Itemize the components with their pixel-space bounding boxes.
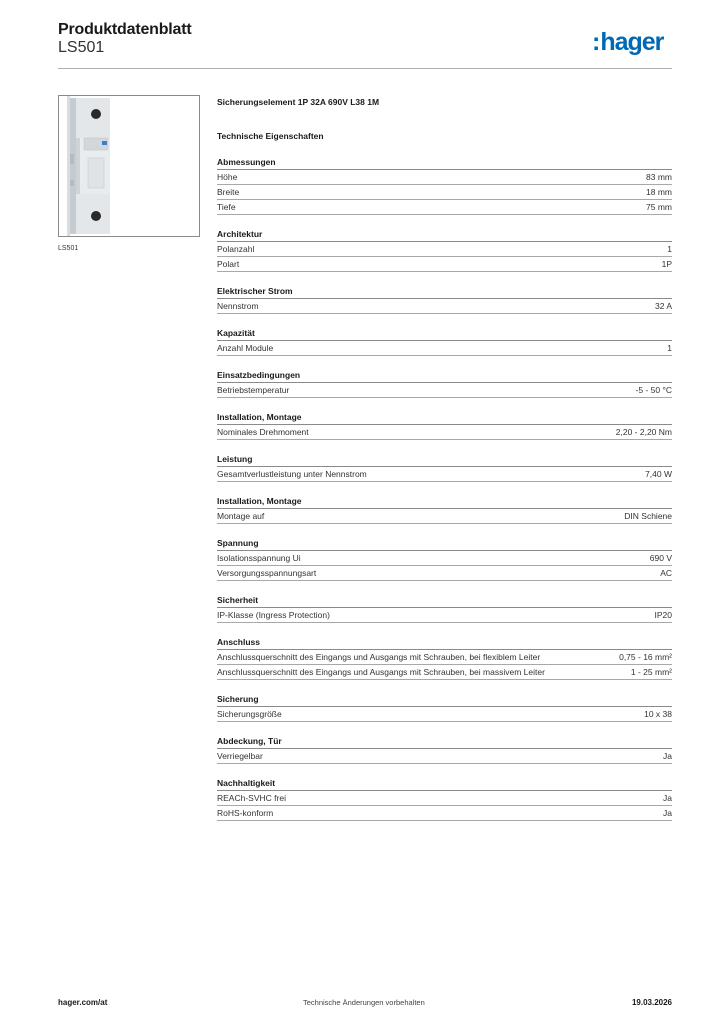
footer-note: Technische Änderungen vorbehalten [303,998,425,1007]
spec-label: Nominales Drehmoment [217,427,309,437]
spec-label: REACh-SVHC frei [217,793,286,803]
spec-group-title: Abdeckung, Tür [217,735,672,749]
spec-group-title: Architektur [217,228,672,242]
spec-label: Montage auf [217,511,265,521]
spec-group [217,735,672,764]
spec-row [217,299,672,314]
spec-group [217,537,672,581]
spec-group-title: Elektrischer Strom [217,285,672,299]
product-image [58,95,200,237]
spec-label: RoHS-konform [217,808,274,818]
spec-group-title: Kapazität [217,327,672,341]
spec-group [217,369,672,398]
spec-value: Ja [663,808,672,818]
spec-row [217,425,672,440]
spec-groups [217,156,672,821]
spec-label: Polanzahl [217,244,255,254]
spec-row [217,749,672,764]
spec-value: 83 mm [646,172,672,182]
spec-value: IP20 [654,610,672,620]
spec-label: Anschlussquerschnitt des Eingangs und Ausgangs mit Schrauben, bei flexiblem Leiter [217,652,541,662]
spec-group-title: Abmessungen [217,156,672,170]
spec-group-title: Nachhaltigkeit [217,777,672,791]
spec-label: Isolationsspannung Ui [217,553,301,563]
spec-group [217,156,672,215]
spec-row [217,551,672,566]
spec-value: 1 [667,343,672,353]
spec-label: Sicherungsgröße [217,709,282,719]
product-name: Sicherungselement 1P 32A 690V L38 1M [217,97,380,107]
spec-label: Tiefe [217,202,236,212]
spec-row [217,170,672,185]
spec-group [217,693,672,722]
spec-row [217,185,672,200]
spec-group-title: Sicherheit [217,594,672,608]
spec-value: 18 mm [646,187,672,197]
spec-group [217,285,672,314]
spec-label: Betriebstemperatur [217,385,290,395]
spec-label: Anzahl Module [217,343,274,353]
spec-group-title: Installation, Montage [217,495,672,509]
spec-label: Höhe [217,172,238,182]
spec-value: 1P [661,259,672,269]
header-divider [58,68,672,69]
spec-group [217,411,672,440]
spec-label: Versorgungsspannungsart [217,568,317,578]
spec-row [217,467,672,482]
spec-row [217,383,672,398]
spec-group [217,636,672,680]
spec-group [217,453,672,482]
spec-label: Nennstrom [217,301,259,311]
spec-row [217,242,672,257]
section-heading: Technische Eigenschaften [217,131,324,141]
fuse-holder-illustration [59,96,199,236]
image-caption: LS501 [58,245,79,252]
spec-row [217,608,672,623]
spec-value: 2,20 - 2,20 Nm [615,427,672,437]
spec-group-title: Leistung [217,453,672,467]
specification-section [217,96,672,821]
spec-value: 1 - 25 mm² [630,667,672,677]
footer-date: 19.03.2026 [631,998,672,1007]
spec-value: 1 [667,244,672,254]
spec-label: Polart [217,259,240,269]
page-title: Produktdatenblatt [58,21,192,38]
spec-group [217,495,672,524]
spec-row [217,665,672,680]
spec-row [217,566,672,581]
spec-group-title: Installation, Montage [217,411,672,425]
spec-row [217,257,672,272]
spec-row [217,509,672,524]
spec-row [217,200,672,215]
spec-group-title: Anschluss [217,636,672,650]
spec-value: -5 - 50 °C [635,385,672,395]
spec-group [217,228,672,272]
spec-group [217,777,672,821]
spec-value: 0,75 - 16 mm² [619,652,672,662]
spec-label: Verriegelbar [217,751,263,761]
spec-row [217,707,672,722]
spec-value: 75 mm [646,202,672,212]
spec-value: 7,40 W [645,469,672,479]
spec-label: Anschlussquerschnitt des Eingangs und Ausgangs mit Schrauben, bei massivem Leiter [217,667,545,677]
spec-row [217,791,672,806]
spec-group [217,327,672,356]
spec-row [217,341,672,356]
spec-group-title: Spannung [217,537,672,551]
spec-group-title: Sicherung [217,693,672,707]
product-reference: LS501 [58,39,105,56]
footer-website: hager.com/at [58,998,108,1007]
spec-value: Ja [663,751,672,761]
spec-value: Ja [663,793,672,803]
spec-group-title: Einsatzbedingungen [217,369,672,383]
spec-value: 32 A [654,301,672,311]
spec-label: Gesamtverlustleistung unter Nennstrom [217,469,367,479]
spec-value: 690 V [649,553,672,563]
hager-logo: :hager [592,28,664,56]
spec-value: AC [660,568,672,578]
spec-value: 10 x 38 [644,709,672,719]
spec-row [217,806,672,821]
spec-group [217,594,672,623]
spec-value: DIN Schiene [624,511,672,521]
spec-label: Breite [217,187,240,197]
spec-row [217,650,672,665]
spec-label: IP-Klasse (Ingress Protection) [217,610,330,620]
